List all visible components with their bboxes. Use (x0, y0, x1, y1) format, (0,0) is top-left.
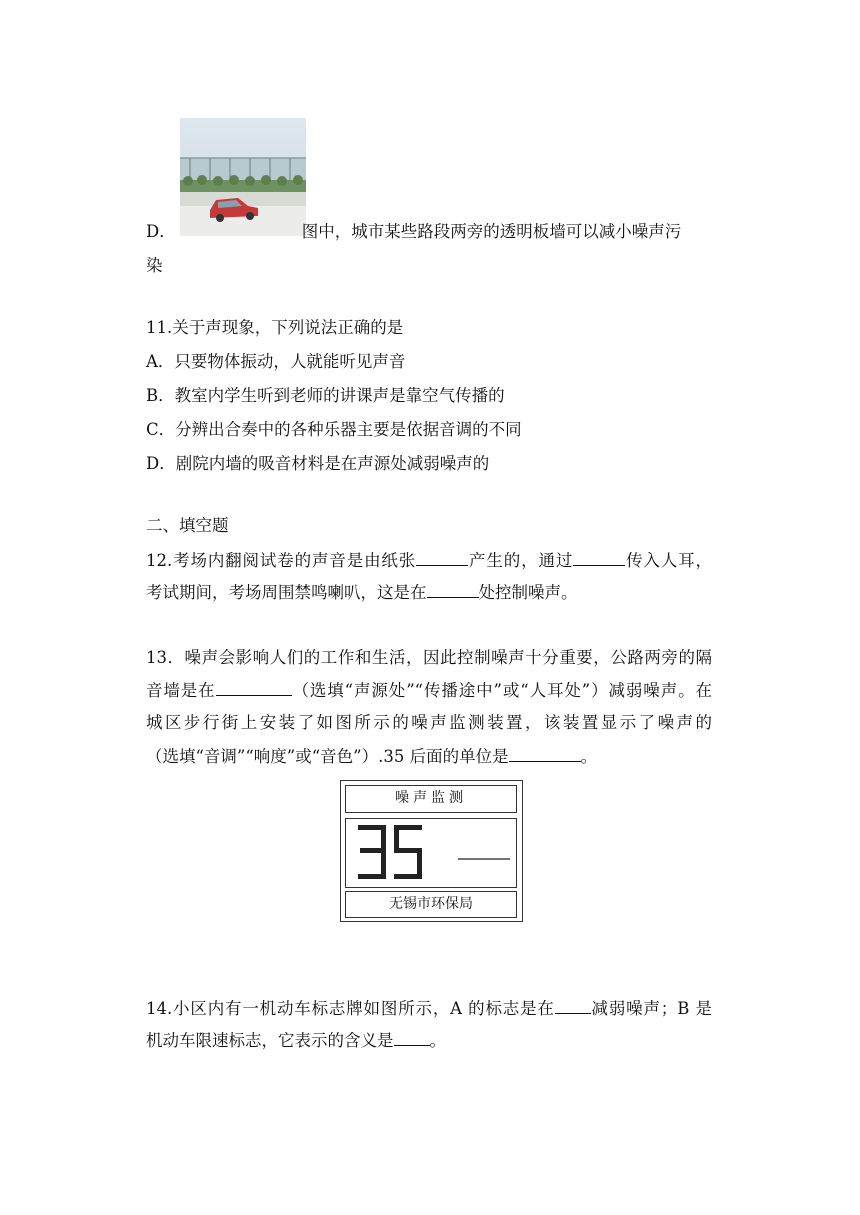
q10-option-d-wrap: 染 (146, 256, 163, 275)
q12-text-c: 传入人耳， (625, 551, 713, 570)
q14-line-2 (146, 1030, 446, 1051)
noise-monitor-figure (340, 780, 523, 922)
q14-text-b: 减弱噪声；B 是 (590, 999, 712, 1018)
q10-option-d (146, 222, 681, 242)
q13-line-1: 13．噪声会影响人们的工作和生活，因此控制噪声十分重要，公路两旁的隔 (146, 648, 712, 667)
q12-text-d: 考试期间，考场周围禁鸣喇叭，这是在 (146, 583, 427, 602)
q12-line-2 (146, 582, 578, 603)
q13-line-2 (146, 680, 712, 701)
q10-option-d-label: D． (146, 222, 176, 241)
q11-stem: 11.关于声现象，下列说法正确的是 (146, 318, 404, 337)
monitor-footer: 无锡市环保局 (345, 891, 517, 918)
answer-blank[interactable] (216, 680, 292, 696)
answer-blank[interactable] (416, 550, 468, 566)
monitor-display (345, 818, 517, 888)
q13-text-a: 音墙是在 (146, 681, 216, 700)
q13-text-b: （选填“声源处”“传播途中”或“人耳处”）减弱噪声。在 (291, 681, 712, 700)
q13-line-3: 城区步行街上安装了如图所示的噪声监测装置，该装置显示了噪声的 (146, 713, 712, 732)
answer-blank[interactable] (509, 746, 581, 762)
q11-option-c: C．分辨出合奏中的各种乐器主要是依据音调的不同 (146, 420, 522, 439)
q10-option-d-text: 图中，城市某些路段两旁的透明板墙可以减小噪声污 (301, 222, 682, 241)
monitor-title: 噪声监测 (345, 785, 517, 813)
answer-blank[interactable] (573, 550, 625, 566)
q12-line-1 (146, 550, 712, 571)
q12-text-b: 产生的，通过 (468, 551, 574, 570)
noise-barrier-photo (180, 118, 306, 236)
q14-text-c: 机动车限速标志，它表示的含义是 (146, 1031, 394, 1050)
q14-line-1 (146, 998, 712, 1019)
q14-text-a: 14.小区内有一机动车标志牌如图所示，A 的标志是在 (146, 999, 555, 1018)
monitor-reading-text (346, 819, 347, 820)
q12-text-a: 12.考场内翻阅试卷的声音是由纸张 (146, 551, 417, 570)
q11-option-a: A．只要物体振动，人就能听见声音 (146, 352, 406, 371)
q13-text-c: （选填“音调”“响度”或“音色”）.35 后面的单位是 (146, 747, 509, 766)
answer-blank[interactable] (427, 582, 479, 598)
noise-barrier-photo-graphic (180, 118, 306, 236)
q13-line-4 (146, 746, 597, 767)
answer-blank[interactable] (394, 1030, 430, 1046)
answer-blank[interactable] (555, 998, 591, 1014)
section-title: 二、填空题 (146, 516, 229, 535)
q11-option-d: D．剧院内墙的吸音材料是在声源处减弱噪声的 (146, 454, 490, 473)
q12-text-e: 处控制噪声。 (478, 583, 578, 602)
q13-text-d: 。 (580, 747, 598, 766)
q11-option-b: B．教室内学生听到老师的讲课声是靠空气传播的 (146, 386, 505, 405)
q14-text-d: 。 (429, 1031, 446, 1050)
seven-segment-digits (346, 819, 516, 886)
